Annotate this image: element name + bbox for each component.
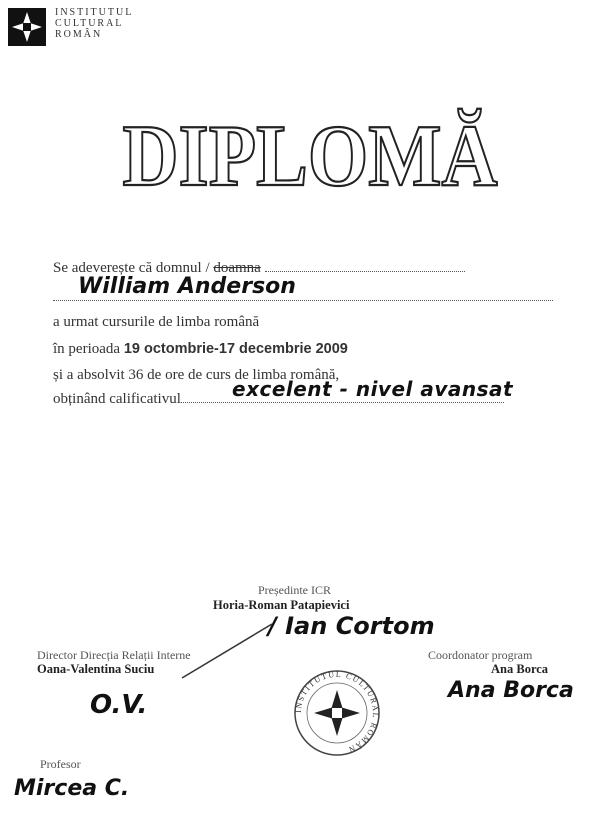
certificate-line-5: obținând calificativul [53, 391, 504, 408]
president-signature: / Ian Cortom [268, 612, 435, 640]
signature-stroke [180, 620, 280, 680]
name-dotted-line [53, 300, 553, 301]
course-dates: 19 octombrie-17 decembrie 2009 [123, 341, 348, 357]
svg-text:DIPLOMĂ: DIPLOMĂ [122, 108, 498, 200]
institute-logo-icon [8, 8, 46, 46]
certificate-line-4: și a absolvit 36 de ore de curs de limba română, [53, 367, 340, 383]
struck-option: doamna [213, 260, 261, 276]
dotted-blank [265, 259, 465, 272]
director-name: Oana-Valentina Suciu [37, 662, 155, 676]
coordinator-signature: Ana Borca [448, 678, 574, 703]
coordinator-name: Ana Borca [491, 662, 549, 676]
recipient-name: William Anderson [78, 274, 296, 299]
institute-seal [292, 668, 382, 758]
logo-line-1: INSTITUTUL [55, 7, 134, 18]
logo-line-3: ROMÂN [55, 29, 103, 40]
coordinator-title: Coordonator program [428, 648, 533, 662]
certificate-line-3: în perioada 19 octombrie-17 decembrie 2009 [53, 341, 348, 357]
president-title: Președinte ICR [258, 583, 331, 597]
grade-handwritten: excelent - nivel avansat [232, 377, 514, 401]
president-name: Horia-Roman Patapievici [213, 598, 350, 612]
director-signature: O.V. [90, 690, 148, 720]
institute-name [55, 7, 133, 40]
certificate-line-1: Se adeverește că domnul / doamna [53, 259, 465, 277]
certificate-line-2: a urmat cursurile de limba română [53, 314, 260, 330]
professor-title: Profesor [40, 757, 81, 771]
logo-line-2: CULTURAL [55, 18, 124, 29]
diploma-title [110, 85, 510, 200]
professor-signature: Mircea C. [14, 776, 130, 801]
svg-text:INSTITUTUL CULTURAL ROMÂN: INSTITUTUL CULTURAL ROMÂN [293, 669, 381, 755]
director-title: Director Direcția Relații Interne [37, 648, 191, 662]
